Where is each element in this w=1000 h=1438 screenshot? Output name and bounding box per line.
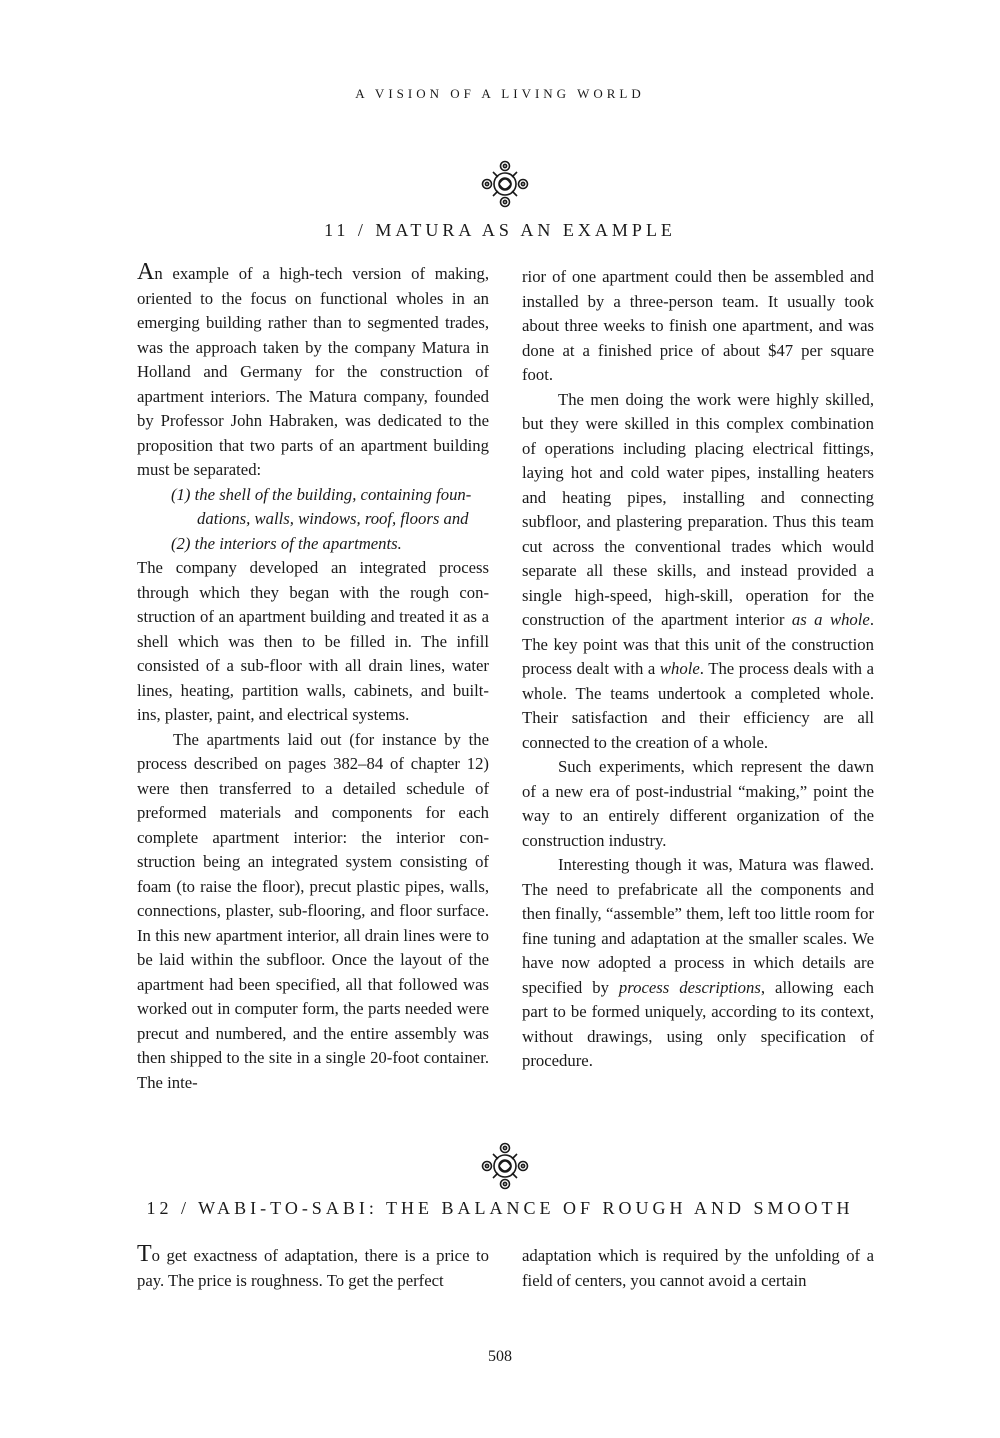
section-11-right-column <box>522 265 874 1074</box>
list-item: (1) the shell of the building, containing foun- <box>171 484 472 504</box>
section-12-left-column <box>137 1241 489 1293</box>
paragraph <box>137 259 489 483</box>
paragraph-text: The men doing the work were highly skilled, but they were skilled in this complex combination of operations including placing electrical fittings, laying hot and cold water pipes, installing heaters and heating pipes, installing and connecting subfloor, and plastering preparation. Thus this team cut across the conventional trades which would separate all these skills, and instead provided a single high-speed, high-skill, operation for the construction of the apartment interior <box>522 389 874 629</box>
paragraph: Such experiments, which represent the dawn of a new era of post-industrial “making,” point the way to an entirely different organization of the construction industry. <box>522 757 874 850</box>
drop-cap: A <box>137 259 155 285</box>
paragraph-text: . The key point was that this unit of the construction process dealt with a <box>522 610 874 678</box>
paragraph-text: Interesting though it was, Matura was flawed. The need to prefabricate all the components and then finally, “assemble” them, left too little room for fine tuning and adaptation at the smaller scales. We have now adopted a process in which details are specified by <box>522 855 874 997</box>
section-12-right-column <box>522 1244 874 1293</box>
ornament-icon <box>479 158 531 210</box>
running-head: A VISION OF A LIVING WORLD <box>355 86 645 101</box>
emphasis: as a whole <box>791 610 870 629</box>
emphasis: whole <box>659 659 700 678</box>
paragraph: adaptation which is required by the unfolding of a field of centers, you cannot avoid a certain <box>522 1246 874 1290</box>
list-item-continuation: dations, walls, windows, roof, floors and <box>197 509 469 528</box>
section-title-12: 12 / WABI-TO-SABI: THE BALANCE OF ROUGH AND SMOOTH <box>146 1198 854 1218</box>
paragraph <box>522 853 874 1074</box>
paragraph-text: . The process deals with a whole. The teams undertook a completed whole. Their satisfaction and their efficiency are all connected to the creation of a whole. <box>522 659 874 752</box>
paragraph-text: o get exactness of adaptation, there is a price to pay. The price is roughness. To get the perfect <box>137 1246 489 1290</box>
page-number: 508 <box>488 1348 512 1365</box>
paragraph-text: , allowing each part to be formed uniquely, according to its context, without drawings, using only specification of procedure. <box>522 977 875 1070</box>
ornament-icon <box>479 1140 531 1192</box>
list-item: (2) the interiors of the apartments. <box>171 533 402 553</box>
drop-cap: T <box>137 1241 152 1267</box>
section-title-11: 11 / MATURA AS AN EXAMPLE <box>324 220 676 240</box>
emphasis: process descriptions <box>618 977 761 997</box>
paragraph: The company developed an integrated process through which they began with the rough construction of an apartment building and treated it as a shell which was then to be filled in. The infill consisted of a sub-floor with all drain lines, water lines, heating, partition walls, cabinets, and built-ins, plaster, paint, and electrical systems. <box>137 558 489 724</box>
paragraph: The apartments laid out (for instance by the process described on pages 382–84 of chapter 12) were then transferred to a detailed schedule of preformed materials and components for each complete apartment interior: the interior construction being an integrated system consisting of foam (to raise the floor), precut plastic pipes, walls, connections, plaster, sub-flooring, and floor surface. In this new apartment interior, all drain lines were to be laid within the subfloor. Once the layout of the apartment had been specified, all that followed was worked out in computer form, the parts needed were precut and numbered, and the entire assembly was then shipped to the site in a single 20-foot container. The inte- <box>137 729 489 1092</box>
paragraph <box>522 388 874 756</box>
paragraph: rior of one apartment could then be assembled and installed by a three-person team. It usually took about three weeks to finish one apartment, and was done at a finished price of about $47 per square foot. <box>522 267 874 384</box>
paragraph <box>137 1241 489 1293</box>
paragraph-text: n example of a high-tech version of making, oriented to the focus on functional wholes in an emerging building rather than to segmented trades, was the approach taken by the company Matura in Holland and Germany for the construction of apartment interiors. The Matura company, founded by Professor John Habraken, was dedicated to the proposition that two parts of an apartment building must be separated: <box>137 264 489 479</box>
section-11-left-column <box>137 259 489 1095</box>
